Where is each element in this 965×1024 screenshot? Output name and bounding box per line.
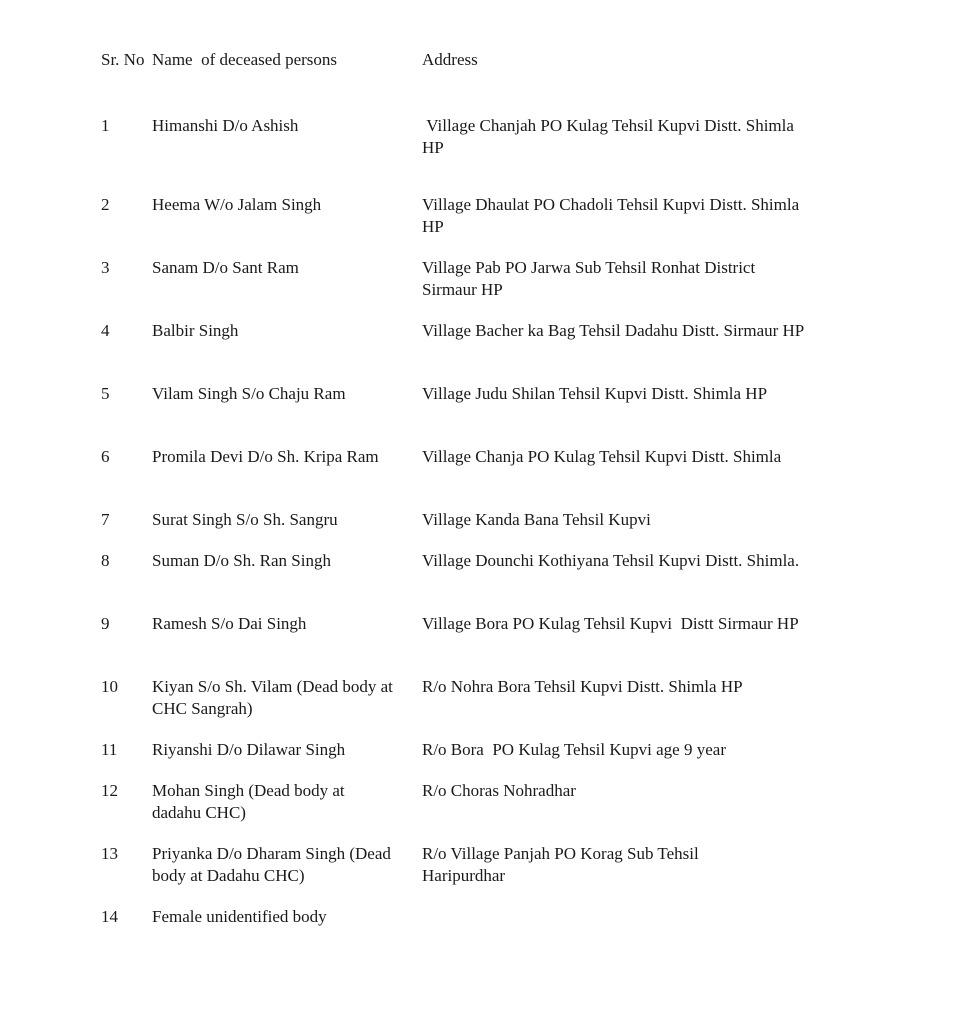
deceased-address: Village Chanjah PO Kulag Tehsil Kupvi Distt. Shimla HP bbox=[422, 116, 799, 157]
deceased-name: Surat Singh S/o Sh. Sangru bbox=[152, 510, 338, 529]
deceased-address: R/o Choras Nohradhar bbox=[422, 781, 576, 800]
row-number: 11 bbox=[101, 740, 118, 759]
header-address: Address bbox=[422, 50, 478, 69]
deceased-name: Vilam Singh S/o Chaju Ram bbox=[152, 384, 346, 403]
deceased-address: Village Bacher ka Bag Tehsil Dadahu Distt. Sirmaur HP bbox=[422, 321, 805, 340]
deceased-address: R/o Village Panjah PO Korag Sub Tehsil Haripurdhar bbox=[422, 844, 699, 885]
deceased-address: Village Dhaulat PO Chadoli Tehsil Kupvi Distt. Shimla HP bbox=[422, 195, 800, 236]
deceased-address: Village Pab PO Jarwa Sub Tehsil Ronhat District Sirmaur HP bbox=[422, 258, 756, 299]
row-number: 7 bbox=[101, 510, 110, 529]
row-number: 1 bbox=[101, 116, 110, 135]
row-number: 13 bbox=[101, 844, 118, 863]
deceased-name: Balbir Singh bbox=[152, 321, 239, 340]
deceased-name: Promila Devi D/o Sh. Kripa Ram bbox=[152, 447, 379, 466]
deceased-name: Himanshi D/o Ashish bbox=[152, 116, 299, 135]
deceased-name: Sanam D/o Sant Ram bbox=[152, 258, 299, 277]
header-name: Name of deceased persons bbox=[152, 50, 338, 69]
deceased-address: Village Chanja PO Kulag Tehsil Kupvi Distt. Shimla bbox=[422, 447, 782, 466]
deceased-name: Riyanshi D/o Dilawar Singh bbox=[152, 740, 346, 759]
header-sr-no: Sr. No bbox=[101, 50, 145, 69]
deceased-name: Priyanka D/o Dharam Singh (Dead body at Dadahu CHC) bbox=[152, 844, 391, 885]
row-number: 6 bbox=[101, 447, 110, 466]
row-number: 12 bbox=[101, 781, 118, 800]
row-number: 10 bbox=[101, 677, 118, 696]
row-number: 5 bbox=[101, 384, 110, 403]
deceased-address: Village Dounchi Kothiyana Tehsil Kupvi Distt. Shimla. bbox=[422, 551, 800, 570]
row-number: 2 bbox=[101, 195, 110, 214]
deceased-name: Female unidentified body bbox=[152, 907, 327, 926]
row-number: 3 bbox=[101, 258, 110, 277]
deceased-name: Mohan Singh (Dead body at dadahu CHC) bbox=[152, 781, 345, 822]
row-number: 8 bbox=[101, 551, 110, 570]
row-number: 9 bbox=[101, 614, 110, 633]
deceased-name: Heema W/o Jalam Singh bbox=[152, 195, 322, 214]
deceased-name: Suman D/o Sh. Ran Singh bbox=[152, 551, 331, 570]
row-number: 14 bbox=[101, 907, 118, 926]
deceased-name: Kiyan S/o Sh. Vilam (Dead body at CHC Sangrah) bbox=[152, 677, 393, 718]
deceased-address: Village Bora PO Kulag Tehsil Kupvi Distt Sirmaur HP bbox=[422, 614, 799, 633]
deceased-address: Village Kanda Bana Tehsil Kupvi bbox=[422, 510, 651, 529]
deceased-name: Ramesh S/o Dai Singh bbox=[152, 614, 307, 633]
deceased-address: R/o Nohra Bora Tehsil Kupvi Distt. Shimla HP bbox=[422, 677, 743, 696]
deceased-address: R/o Bora PO Kulag Tehsil Kupvi age 9 year bbox=[422, 740, 726, 759]
row-number: 4 bbox=[101, 321, 110, 340]
deceased-address: Village Judu Shilan Tehsil Kupvi Distt. Shimla HP bbox=[422, 384, 768, 403]
